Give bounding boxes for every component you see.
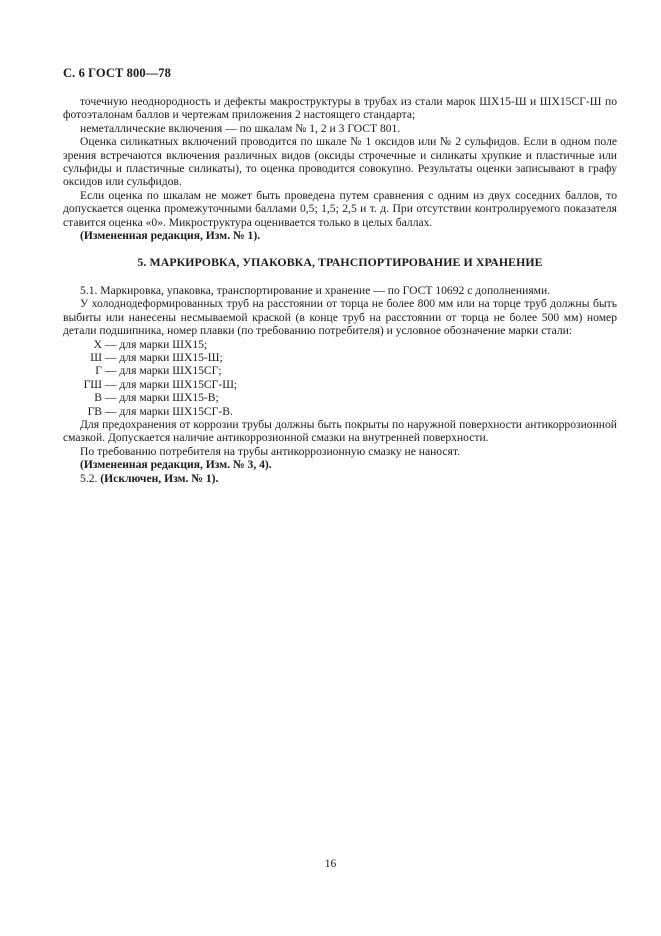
clause-number: 5.2. (80, 471, 101, 485)
mark-text: — для марки ШХ15; (104, 337, 208, 351)
paragraph-intermediate-scores: Если оценка по шкалам не может быть проведена путем сравнения с одним из двух соседних баллов, то допускается оценка промежуточными баллами 0,5; 1,5; 2,5 и т. д. При отсутствии контролируемого показателя ставится оценка «0». Микроструктура оценивается только в целых баллах. (63, 188, 617, 229)
page-header: С. 6 ГОСТ 800—78 (63, 66, 172, 80)
amendment-note-1: (Измененная редакция, Изм. № 1). (80, 229, 261, 243)
mark-code: Х (93, 337, 102, 351)
steel-marks-list (63, 338, 617, 418)
page-number: 16 (324, 858, 337, 870)
paragraph-consumer-request: По требованию потребителя на трубы антикоррозионную смазку не наносят. (80, 444, 460, 458)
list-item (63, 405, 617, 418)
document-body (63, 95, 617, 485)
clause-excluded-note: (Исключен, Изм. № 1). (100, 471, 219, 485)
paragraph-nonmetallic: неметаллические включения — по шкалам № 1, 2 и 3 ГОСТ 801. (80, 121, 401, 135)
paragraph-corrosion: Для предохранения от коррозии трубы должны быть покрыты по наружной поверхности антикоррозионной смазкой. Допускается наличие антикоррозионной смазки на внутренней поверхности. (63, 417, 617, 445)
list-item (63, 364, 617, 377)
amendment-note-3-4: (Измененная редакция, Изм. № 3, 4). (80, 458, 272, 472)
paragraph-5-1: 5.1. Маркировка, упаковка, транспортирование и хранение — по ГОСТ 10692 с дополнениями. (80, 283, 551, 297)
paragraph-marking: У холоднодеформированных труб на расстоянии от торца не более 800 мм или на торце труб должны быть выбиты или нанесены несмываемой краской (в конце труб на расстоянии от торца не более 500 мм) номер детали подшипника, номер плавки (по требованию потребителя) и условное обозначение марки стали: (63, 297, 617, 338)
paragraph-5-2 (63, 472, 617, 485)
list-item (63, 378, 617, 391)
paragraph-silicate: Оценка силикатных включений проводится по шкале № 1 оксидов или № 2 сульфидов. Если в одном поле зрения встречаются включения различных видов (оксиды строчечные и силикаты хрупкие и пластичные или сульфиды и пластичные силикаты), то оценка проводится совокупно. Результаты оценки записывают в графу оксидов или сульфидов. (63, 135, 617, 189)
mark-text: — для марки ШХ15-Ш; (104, 350, 223, 364)
mark-code: В (94, 391, 102, 405)
mark-text: — для марки ШХ15-В; (104, 391, 219, 405)
paragraph-macrostructure: точечную неоднородность и дефекты макроструктуры в трубах из стали марок ШХ15-Ш и ШХ15СГ-Ш по фотоэталонам баллов и чертежам приложения 2 настоящего стандарта; (63, 95, 617, 122)
list-item (63, 391, 617, 404)
list-item (63, 338, 617, 351)
mark-code: ГШ (83, 377, 102, 391)
mark-text: — для марки ШХ15СГ; (104, 364, 222, 378)
mark-text: — для марки ШХ15СГ-В. (104, 404, 233, 418)
mark-code: Ш (90, 350, 102, 364)
mark-code: ГВ (87, 404, 102, 418)
section-title: 5. МАРКИРОВКА, УПАКОВКА, ТРАНСПОРТИРОВАНИЕ И ХРАНЕНИЕ (137, 255, 543, 270)
list-item (63, 351, 617, 364)
mark-text: — для марки ШХ15СГ-Ш; (104, 377, 238, 391)
mark-code: Г (95, 364, 102, 378)
